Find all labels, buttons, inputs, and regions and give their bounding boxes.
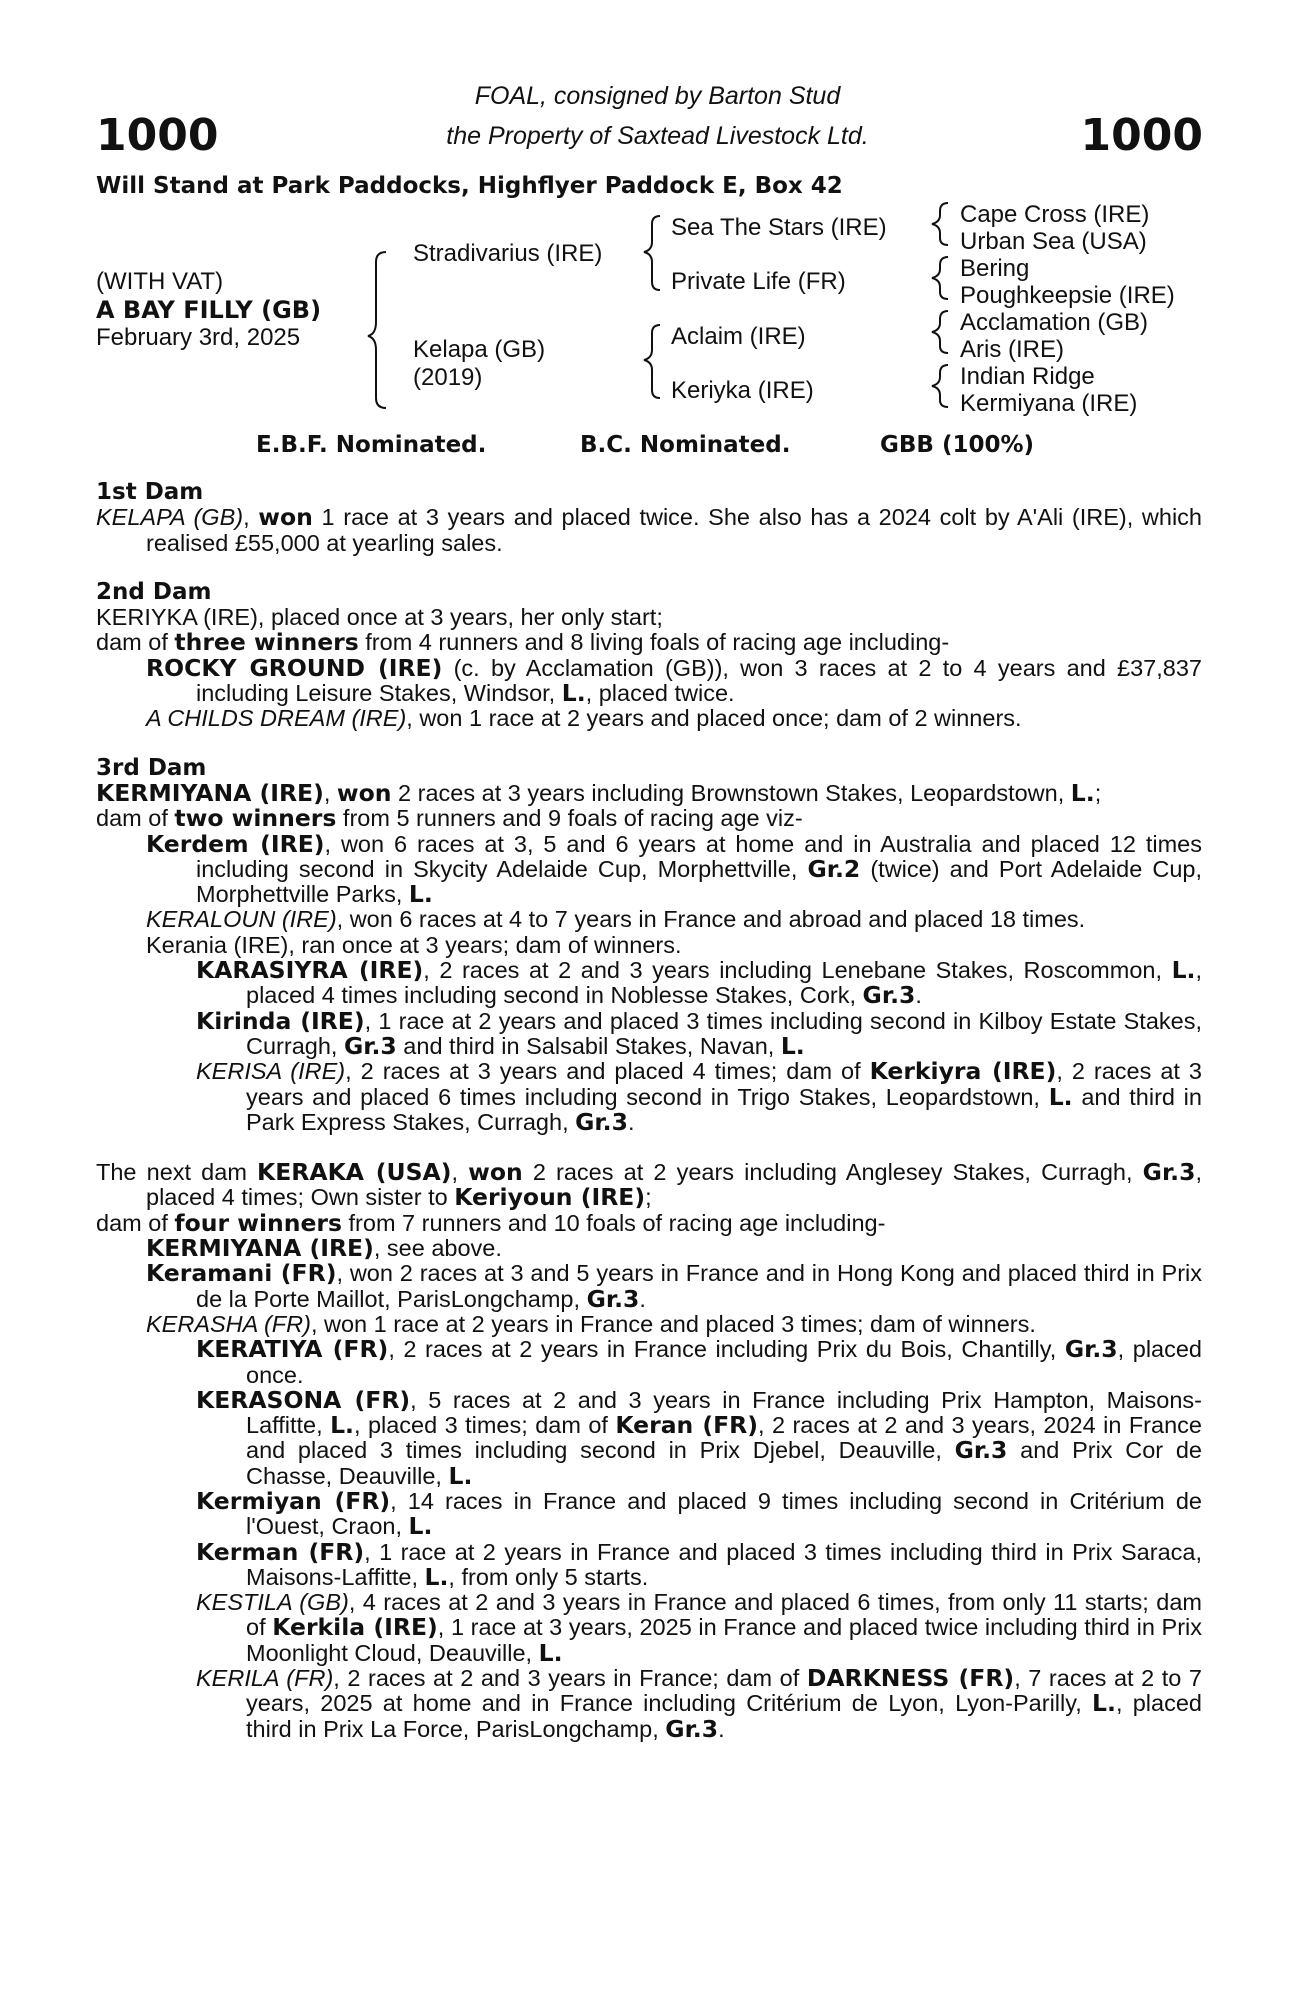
gen3-4: Poughkeepsie (IRE) [960,282,1175,309]
consignor-line: FOAL, consigned by Barton Stud [474,82,841,110]
bc-nomination: B.C. Nominated. [580,432,791,458]
produce-karasiyra: KARASIYRA (IRE), 2 races at 2 and 3 years including Lenebane Stakes, Roscommon, L., placed 4 times including second in Noblesse Stakes, Cork, Gr.3. [196,956,1202,1010]
lot-number-right: 1000 [1080,110,1203,161]
property-line: the Property of Saxtead Livestock Ltd. [446,122,869,150]
produce-rocky-ground: ROCKY GROUND (IRE) (c. by Acclamation (GB)), won 3 races at 2 to 4 years and £37,837 including Leisure Stakes, Windsor, L., placed twice. [146,653,1202,708]
produce-keraloun: KERALOUN (IRE), won 6 races at 4 to 7 years in France and abroad and placed 18 times. [146,906,1086,933]
gbb-rating: GBB (100%) [880,432,1035,458]
produce-kermiyan: Kermiyan (FR), 14 races in France and placed 9 times including second in Critérium de l'Ouest, Craon, L. [196,1486,1202,1541]
produce-kerila: KERILA (FR), 2 races at 2 and 3 years in France; dam of DARKNESS (FR), 7 races at 2 to 7 years, 2025 at home and in France including Critérium de Lyon, Lyon-Parilly, L., placed third in Prix La Force, ParisLongchamp, Gr.3. [196,1664,1202,1743]
next-dam-produce: dam of four winners from 7 runners and 10 foals of racing age including- [96,1208,886,1237]
produce-kerman: Kerman (FR), 1 race at 2 years in France and placed 3 times including third in Prix Saraca, Maisons-Laffitte, L., from only 5 starts. [196,1537,1202,1591]
gen3-7: Indian Ridge [960,363,1095,390]
second-dam-produce: dam of three winners from 4 runners and 8 living foals of racing age including- [96,628,950,657]
gen3-3: Bering [960,255,1030,282]
produce-kirinda: Kirinda (IRE), 1 race at 2 years and placed 3 times including second in Kilboy Estate Stakes, Curragh, Gr.3 and third in Salsabil Stakes, Navan, L. [196,1006,1202,1060]
dam-sire: Aclaim (IRE) [671,323,806,350]
gen3-8: Kermiyana (IRE) [960,390,1138,417]
third-dam-heading: 3rd Dam [96,754,207,781]
sire-dam: Private Life (FR) [671,268,846,295]
produce-kerisa: KERISA (IRE), 2 races at 3 years and placed 4 times; dam of Kerkiyra (IRE), 2 races at 3 years and placed 6 times including second in Trigo Stakes, Leopardstown, L. and third in Park Express Stakes, Curragh, Gr.3. [196,1057,1202,1136]
produce-keratiya: KERATIYA (FR), 2 races at 2 years in France including Prix du Bois, Chantilly, Gr.3, placed once. [196,1335,1203,1388]
produce-a-childs-dream: A CHILDS DREAM (IRE), won 1 race at 2 years and placed once; dam of 2 winners. [146,705,1022,732]
dam-dam: Keriyka (IRE) [671,377,814,404]
third-dam-entry: KERMIYANA (IRE), won 2 races at 3 years including Brownstown Stakes, Leopardstown, L.; [96,778,1102,807]
dam-year: (2019) [413,364,483,391]
catalogue-body [96,480,1202,1742]
produce-kerania: Kerania (IRE), ran once at 3 years; dam of winners. [146,931,682,958]
first-dam-entry: KELAPA (GB), won 1 race at 3 years and placed twice. She also has a 2024 colt by A'Ali (IRE), which realised £55,000 at yearling sales. [96,503,1203,556]
lot-number-left: 1000 [96,110,219,161]
sire-sire: Sea The Stars (IRE) [671,214,887,241]
dam: Kelapa (GB) [413,336,546,363]
horse-name: A BAY FILLY (GB) [96,296,322,324]
first-dam-heading: 1st Dam [96,479,204,505]
gen3-1: Cape Cross (IRE) [960,201,1150,228]
produce-kestila: KESTILA (GB), 4 races at 2 and 3 years in France and placed 6 times, from only 11 starts; dam of Kerkila (IRE), 1 race at 3 years, 2025 in France and placed twice including third in Prix Moonlight Cloud, Deauville, L. [196,1589,1202,1667]
gen3-5: Acclamation (GB) [960,309,1149,336]
ebf-nomination: E.B.F. Nominated. [256,432,487,458]
produce-kerasona: KERASONA (FR), 5 races at 2 and 3 years in France including Prix Hampton, Maisons-Laffitte, L., placed 3 times; dam of Keran (FR), 2 races at 2 and 3 years, 2024 in France and placed 3 times including second in Prix Djebel, Deauville, Gr.3 and Prix Cor de Chasse, Deauville, L. [196,1385,1202,1490]
gen3-2: Urban Sea (USA) [960,228,1147,255]
sire: Stradivarius (IRE) [413,240,603,267]
second-dam-entry: KERIYKA (IRE), placed once at 3 years, her only start; [96,604,663,631]
vat-note: (WITH VAT) [96,268,224,295]
foaling-date: February 3rd, 2025 [96,324,301,351]
gen3-6: Aris (IRE) [960,336,1064,363]
produce-kerasha: KERASHA (FR), won 1 race at 2 years in France and placed 3 times; dam of winners. [146,1310,1036,1337]
second-dam-heading: 2nd Dam [96,578,212,605]
third-dam-produce: dam of two winners from 5 runners and 9 foals of racing age viz- [96,804,803,833]
stand-location: Will Stand at Park Paddocks, Highflyer Paddock E, Box 42 [96,173,843,199]
produce-kermiyana: KERMIYANA (IRE), see above. [146,1234,502,1263]
produce-kerdem: Kerdem (IRE), won 6 races at 3, 5 and 6 years at home and in Australia and placed 12 times including second in Skycity Adelaide Cup, Morphettville, Gr.2 (twice) and Port Adelaide Cup, Morphettville Parks, L. [146,829,1203,909]
produce-keramani: Keramani (FR), won 2 races at 3 and 5 years in France and in Hong Kong and placed third in Prix de la Porte Maillot, ParisLongchamp, Gr.3. [146,1259,1202,1313]
next-dam-entry: The next dam KERAKA (USA), won 2 races at 2 years including Anglesey Stakes, Curragh, Gr.3, placed 4 times; Own sister to Keriyoun (IRE); [96,1158,1202,1212]
